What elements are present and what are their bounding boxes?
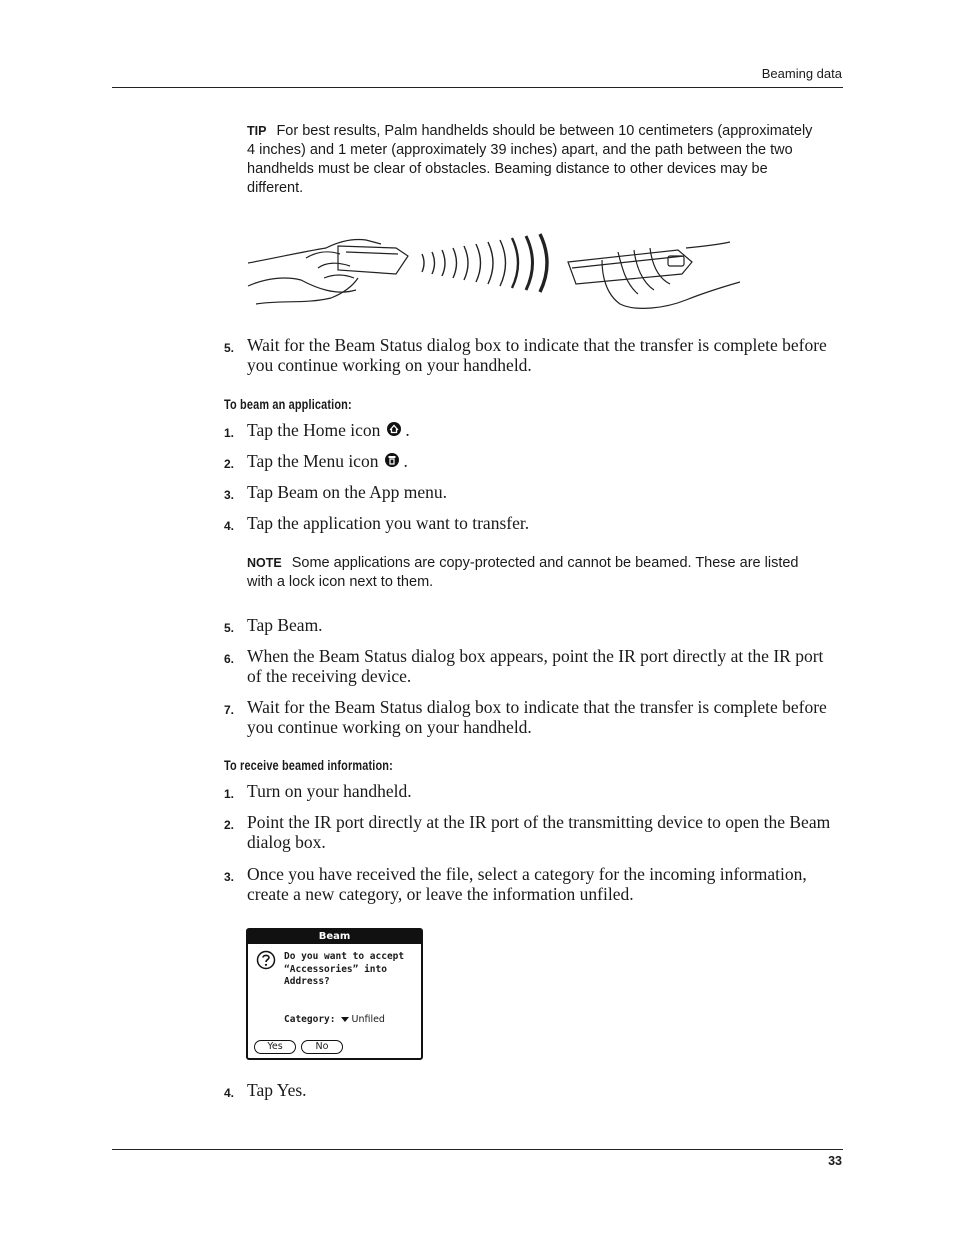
step-text: Turn on your handheld. [247, 781, 412, 801]
app-step-1 [224, 420, 839, 440]
app-step-2 [224, 451, 839, 471]
receive-step-4 [224, 1080, 839, 1100]
step-text: Tap the Menu icon [247, 451, 379, 471]
heading-receive-information: To receive beamed information: [224, 757, 393, 773]
home-icon [386, 421, 402, 437]
receive-step-2 [224, 812, 839, 852]
step-number: 3. [224, 870, 235, 884]
app-step-7 [224, 697, 839, 737]
tip-text: For best results, Palm handhelds should be between 10 centimeters (approximately 4 inches) and 1 meter (approximately 39 inches) apart, and the path between the two handhelds must be clear of obstacles. Beaming distance to other devices may be different. [247, 123, 813, 196]
page-number: 33 [828, 1154, 842, 1168]
step-text: Wait for the Beam Status dialog box to indicate that the transfer is complete before you continue working on your handheld. [247, 335, 827, 375]
beam-dialog-screenshot [246, 928, 423, 1060]
step-number: 7. [224, 703, 235, 717]
receive-step-1 [224, 781, 839, 801]
app-step-5 [224, 615, 839, 635]
right-hand-holding-handheld [568, 242, 740, 308]
app-step-3 [224, 482, 839, 502]
step-number: 3. [224, 488, 235, 502]
step-number: 5. [224, 621, 235, 635]
step-suffix: . [403, 451, 408, 471]
menu-icon [384, 452, 400, 468]
step-suffix: . [405, 420, 410, 440]
step-number: 1. [224, 787, 235, 801]
step-number: 4. [224, 519, 235, 533]
category-row [284, 1014, 385, 1025]
note-text: Some applications are copy-protected and cannot be beamed. These are listed with a lock icon next to them. [247, 555, 799, 590]
app-step-4 [224, 513, 839, 533]
left-hand-holding-handheld [248, 239, 408, 304]
step-number: 6. [224, 652, 235, 666]
note-callout [247, 554, 822, 592]
heading-beam-application: To beam an application: [224, 396, 352, 412]
step-text: Tap Beam. [247, 615, 323, 635]
dropdown-triangle-icon [341, 1017, 349, 1022]
beaming-handhelds-illustration [246, 228, 746, 320]
step-text: Point the IR port directly at the IR port of the transmitting device to open the Beam dialog box. [247, 812, 831, 852]
step-number: 1. [224, 426, 235, 440]
header-rule [112, 87, 843, 88]
receive-step-3 [224, 864, 839, 904]
footer-rule [112, 1149, 843, 1150]
step-text: Tap Yes. [247, 1080, 307, 1100]
category-value: Unfiled [351, 1014, 385, 1025]
step-text: Wait for the Beam Status dialog box to indicate that the transfer is complete before you continue working on your handheld. [247, 697, 827, 737]
step-text: When the Beam Status dialog box appears, point the IR port directly at the IR port of the receiving device. [247, 646, 824, 686]
yes-button[interactable]: Yes [254, 1040, 296, 1054]
step-text: Tap the Home icon [247, 420, 381, 440]
infrared-beam-waves [422, 234, 547, 292]
tip-label: TIP [247, 124, 267, 138]
no-button[interactable]: No [301, 1040, 343, 1054]
step-text: Tap Beam on the App menu. [247, 482, 447, 502]
dialog-message: Do you want to accept “Accessories” into Address? [284, 951, 405, 987]
step-5-wait [224, 335, 839, 375]
running-header: Beaming data [761, 66, 842, 81]
step-text: Once you have received the file, select a category for the incoming information, create a new category, or leave the information unfiled. [247, 864, 807, 904]
tip-callout [247, 122, 822, 198]
note-label: NOTE [247, 556, 282, 570]
step-number: 4. [224, 1086, 235, 1100]
dialog-title: Beam [248, 930, 421, 944]
step-number: 2. [224, 818, 235, 832]
step-number: 5. [224, 341, 235, 355]
step-text: Tap the application you want to transfer. [247, 513, 530, 533]
app-step-6 [224, 646, 839, 686]
category-label: Category: [284, 1014, 336, 1025]
step-number: 2. [224, 457, 235, 471]
question-icon [256, 950, 276, 970]
